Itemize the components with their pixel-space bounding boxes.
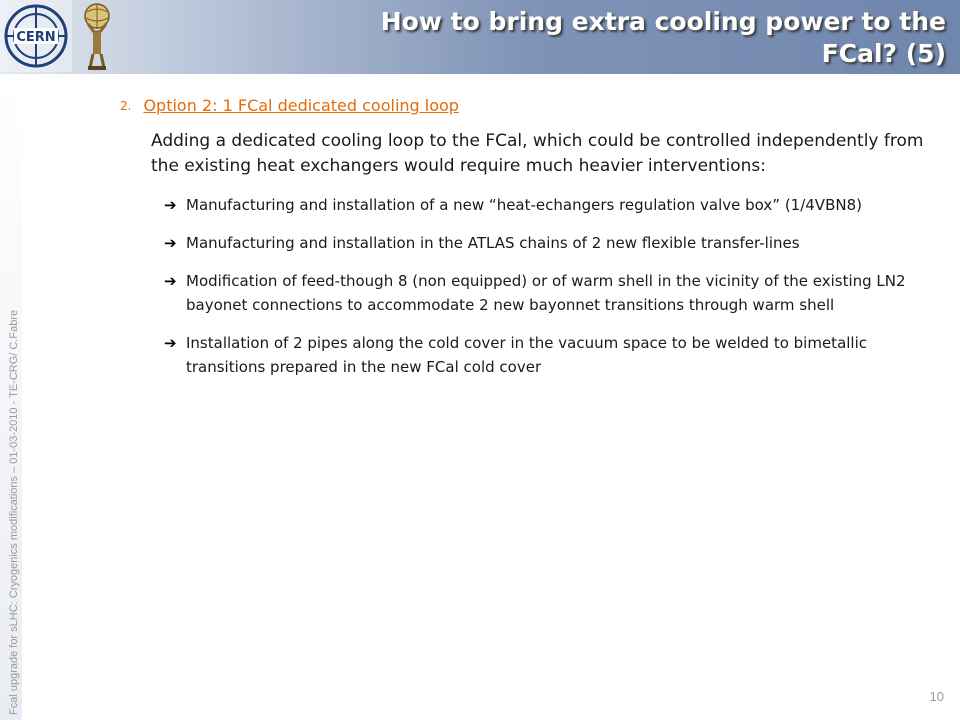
page-number: 10 bbox=[929, 689, 944, 704]
svg-text:CERN: CERN bbox=[16, 30, 56, 45]
bullet-item bbox=[164, 269, 946, 317]
slide-title bbox=[326, 6, 946, 70]
bullet-item bbox=[164, 231, 946, 255]
right-arrow-icon: ➔ bbox=[164, 196, 177, 214]
right-arrow-icon: ➔ bbox=[164, 334, 177, 352]
slide-content bbox=[120, 96, 940, 393]
atlas-figure-logo bbox=[80, 2, 114, 72]
header-bar bbox=[0, 0, 960, 74]
vertical-footer-text: Fcal upgrade for sLHC: Cryogenics modifications – 01-03-2010 - TE-CRG/ C.Fabre bbox=[8, 309, 20, 715]
bullet-text: Manufacturing and installation in the ATLAS chains of 2 new flexible transfer-lines bbox=[186, 234, 800, 252]
bullet-item bbox=[164, 331, 946, 379]
bullet-text: Manufacturing and installation of a new “heat-echangers regulation valve box” (1/4VBN8) bbox=[186, 196, 862, 214]
intro-paragraph: Adding a dedicated cooling loop to the FCal, which could be controlled independently from the existing heat exchangers would require much heavier interventions: bbox=[151, 131, 924, 176]
option-heading bbox=[120, 96, 940, 115]
slide-title-line2: FCal? (5) bbox=[821, 39, 946, 68]
slide-title-line1: How to bring extra cooling power to the bbox=[380, 7, 946, 36]
right-arrow-icon: ➔ bbox=[164, 272, 177, 290]
right-arrow-icon: ➔ bbox=[164, 234, 177, 252]
option-number: 2. bbox=[120, 99, 132, 113]
bullet-item bbox=[164, 193, 946, 217]
bullet-text: Modification of feed-though 8 (non equipped) or of warm shell in the vicinity of the existing LN2 bayonet connections to accommodate 2 new bayonnet transitions through warm shell bbox=[186, 272, 906, 314]
bullet-text: Installation of 2 pipes along the cold cover in the vacuum space to be welded to bimetallic transitions prepared in the new FCal cold cover bbox=[186, 334, 868, 376]
cern-logo bbox=[0, 0, 72, 72]
option-label: Option 2: 1 FCal dedicated cooling loop bbox=[143, 96, 459, 115]
